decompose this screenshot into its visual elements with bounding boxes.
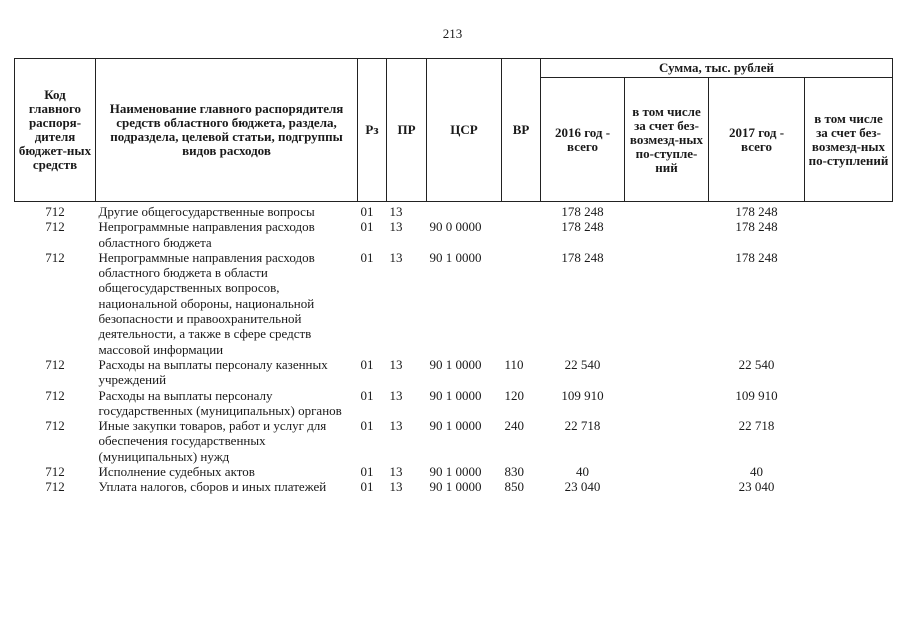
table-row (15, 464, 893, 479)
cell-vr: 110 (504, 356, 524, 372)
cell-2017-total: 22 718 (738, 418, 775, 434)
cell-vr (502, 219, 541, 250)
cell-name: Расходы на выплаты персоналу казенных учреждений (98, 356, 328, 388)
cell-2016-gratuitous (625, 357, 709, 388)
header-csr: ЦСР (427, 59, 502, 202)
cell-code: 712 (45, 249, 65, 265)
cell-rz: 01 (360, 464, 374, 480)
cell-2017-gratuitous (805, 388, 893, 419)
cell-csr: 90 1 0000 (429, 418, 482, 434)
cell-2016-gratuitous (625, 219, 709, 250)
cell-pr: 13 (389, 387, 403, 403)
table-body (15, 202, 893, 495)
cell-rz: 01 (360, 479, 374, 495)
cell-2017-total: 178 248 (735, 249, 778, 265)
cell-2017-gratuitous (805, 202, 893, 220)
cell-code: 712 (45, 387, 65, 403)
table-row (15, 219, 893, 250)
cell-code: 712 (45, 219, 65, 235)
header-sum: Сумма, тыс. рублей (541, 59, 893, 78)
cell-2016-total: 178 248 (561, 204, 604, 219)
cell-name: Исполнение судебных актов (98, 464, 255, 480)
table-header (15, 59, 893, 202)
table-row (15, 388, 893, 419)
cell-rz: 01 (360, 356, 374, 372)
cell-2017-total: 40 (750, 464, 763, 480)
cell-vr: 830 (504, 464, 524, 480)
cell-pr: 13 (389, 249, 403, 265)
cell-code: 712 (45, 204, 65, 219)
cell-2016-gratuitous (625, 250, 709, 357)
cell-2017-gratuitous (805, 479, 893, 494)
cell-2016-gratuitous (625, 202, 709, 220)
cell-pr: 13 (389, 204, 403, 219)
cell-code: 712 (45, 356, 65, 372)
cell-2016-total: 40 (576, 464, 589, 480)
header-vr: ВР (502, 59, 541, 202)
cell-csr: 90 1 0000 (429, 249, 482, 265)
cell-pr: 13 (389, 418, 403, 434)
cell-rz: 01 (360, 249, 374, 265)
cell-2017-total: 178 248 (735, 204, 778, 219)
cell-2017-total: 23 040 (738, 479, 775, 495)
cell-2016-total: 109 910 (561, 387, 604, 403)
cell-pr: 13 (389, 219, 403, 235)
table-row (15, 418, 893, 464)
cell-name: Другие общегосударственные вопросы (98, 204, 315, 219)
cell-2017-total: 109 910 (735, 387, 778, 403)
cell-vr (502, 202, 541, 220)
table-row (15, 479, 893, 494)
cell-vr: 120 (504, 387, 524, 403)
budget-table (14, 58, 893, 495)
cell-rz: 01 (360, 418, 374, 434)
header-2017-gratuitous: в том числе за счет без-возмезд-ных по-ступлений (805, 78, 893, 202)
cell-pr: 13 (389, 479, 403, 495)
header-2016-gratuitous: в том числе за счет без-возмезд-ных по-ступле-ний (625, 78, 709, 202)
cell-vr: 240 (504, 418, 524, 434)
header-code: Код главного распоря-дителя бюджет-ных средств (15, 59, 96, 202)
cell-csr (427, 202, 502, 220)
header-2016-total: 2016 год - всего (541, 78, 625, 202)
cell-pr: 13 (389, 464, 403, 480)
table-row (15, 202, 893, 220)
cell-csr: 90 1 0000 (429, 464, 482, 480)
cell-name: Иные закупки товаров, работ и услуг для обеспечения государственных (муниципальных) нужд (98, 418, 327, 464)
cell-2017-total: 22 540 (738, 356, 775, 372)
cell-csr: 90 1 0000 (429, 387, 482, 403)
header-name: Наименование главного распорядителя средств областного бюджета, раздела, подраздела, целевой статьи, подгруппы видов расходов (96, 59, 358, 202)
cell-2016-total: 178 248 (561, 219, 604, 235)
cell-rz: 01 (360, 219, 374, 235)
cell-name: Непрограммные направления расходов областного бюджета в области общегосударственных вопросов, национальной обороны, национальной безопасности и правоохранительной деятельности, а также в сфере средств массовой информации (98, 249, 315, 357)
cell-vr: 850 (504, 479, 524, 495)
cell-2016-gratuitous (625, 418, 709, 464)
cell-2016-gratuitous (625, 479, 709, 494)
cell-rz: 01 (360, 204, 374, 219)
header-pr: ПР (387, 59, 427, 202)
cell-2016-gratuitous (625, 464, 709, 479)
cell-vr (502, 250, 541, 357)
cell-2016-total: 22 540 (564, 356, 601, 372)
cell-2017-total: 178 248 (735, 219, 778, 235)
cell-2017-gratuitous (805, 357, 893, 388)
table-row (15, 250, 893, 357)
table-row (15, 357, 893, 388)
header-2017-total: 2017 год - всего (709, 78, 805, 202)
cell-code: 712 (45, 418, 65, 434)
cell-name: Уплата налогов, сборов и иных платежей (98, 479, 327, 495)
cell-code: 712 (45, 479, 65, 495)
cell-name: Непрограммные направления расходов областного бюджета (98, 219, 315, 250)
cell-2017-gratuitous (805, 219, 893, 250)
cell-name: Расходы на выплаты персоналу государственных (муниципальных) органов (98, 387, 342, 418)
cell-2017-gratuitous (805, 418, 893, 464)
cell-2017-gratuitous (805, 464, 893, 479)
cell-csr: 90 1 0000 (429, 356, 482, 372)
page-number: 213 (442, 26, 463, 41)
cell-csr: 90 0 0000 (429, 219, 482, 235)
cell-csr: 90 1 0000 (429, 479, 482, 495)
cell-code: 712 (45, 464, 65, 480)
cell-rz: 01 (360, 387, 374, 403)
cell-2016-gratuitous (625, 388, 709, 419)
cell-2016-total: 178 248 (561, 249, 604, 265)
cell-2017-gratuitous (805, 250, 893, 357)
cell-2016-total: 23 040 (564, 479, 601, 495)
cell-pr: 13 (389, 356, 403, 372)
header-rz: Рз (358, 59, 387, 202)
cell-2016-total: 22 718 (564, 418, 601, 434)
